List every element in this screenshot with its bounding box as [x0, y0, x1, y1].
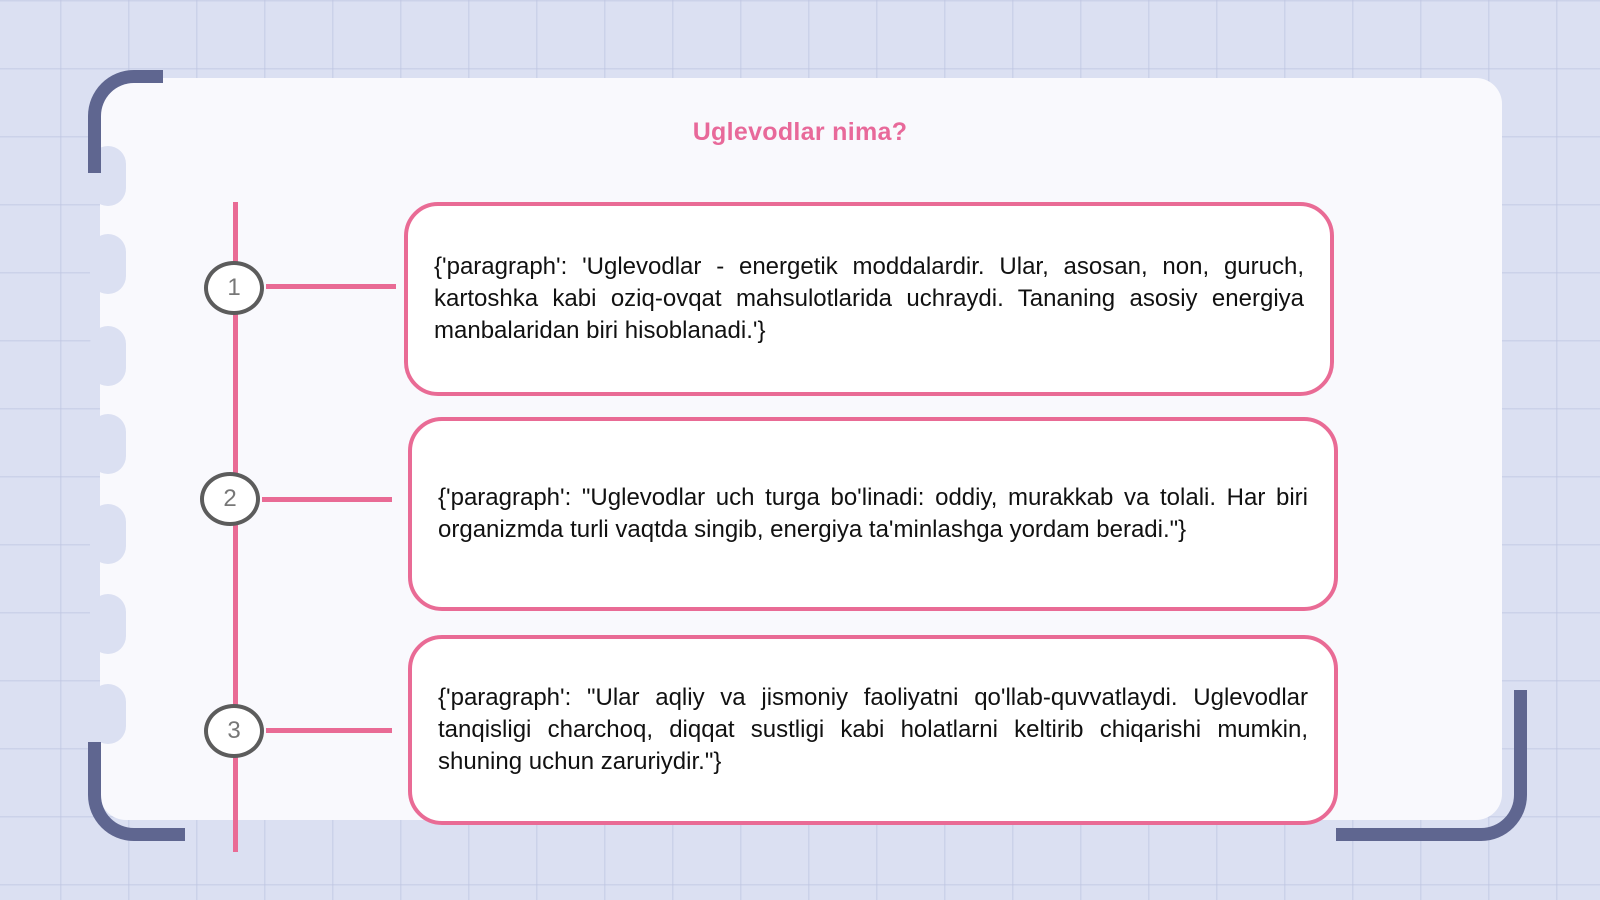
card-notch: [90, 684, 126, 744]
card-notch: [90, 234, 126, 294]
card-notch: [90, 504, 126, 564]
frame-corner-bottom-left: [88, 742, 185, 841]
step-number-circle: 2: [200, 472, 260, 526]
step-box-3: [408, 635, 1338, 825]
timeline-connector: [266, 728, 392, 733]
timeline-connector: [262, 497, 392, 502]
card-notch: [90, 326, 126, 386]
frame-corner-bottom-right: [1336, 690, 1527, 841]
step-box-1: [404, 202, 1334, 396]
card-notch: [90, 594, 126, 654]
step-box-2: [408, 417, 1338, 611]
step-text: {'paragraph': "Uglevodlar uch turga bo'linadi: oddiy, murakkab va tolali. Har biri organizmda turli vaqtda singib, energiya ta'minlashga yordam beradi."}: [438, 484, 1308, 543]
step-number-circle: 1: [204, 261, 264, 315]
slide-title: Uglevodlar nima?: [692, 118, 908, 146]
timeline-connector: [266, 284, 396, 289]
step-text: {'paragraph': 'Uglevodlar - energetik moddalardir. Ular, asosan, non, guruch, kartoshka kabi oziq-ovqat mahsulotlarida uchraydi. Tananing asosiy energiya manbalaridan biri hisoblanadi.'}: [434, 253, 1304, 344]
frame-corner-top-left: [88, 70, 163, 173]
card-notch: [90, 414, 126, 474]
step-text: {'paragraph': "Ular aqliy va jismoniy faoliyatni qo'llab-quvvatlaydi. Uglevodlar tanqisligi charchoq, diqqat sustligi kabi holatlarni keltirib chiqarishi mumkin, shuning uchun zaruriydir."}: [438, 684, 1308, 775]
step-number-circle: 3: [204, 704, 264, 758]
